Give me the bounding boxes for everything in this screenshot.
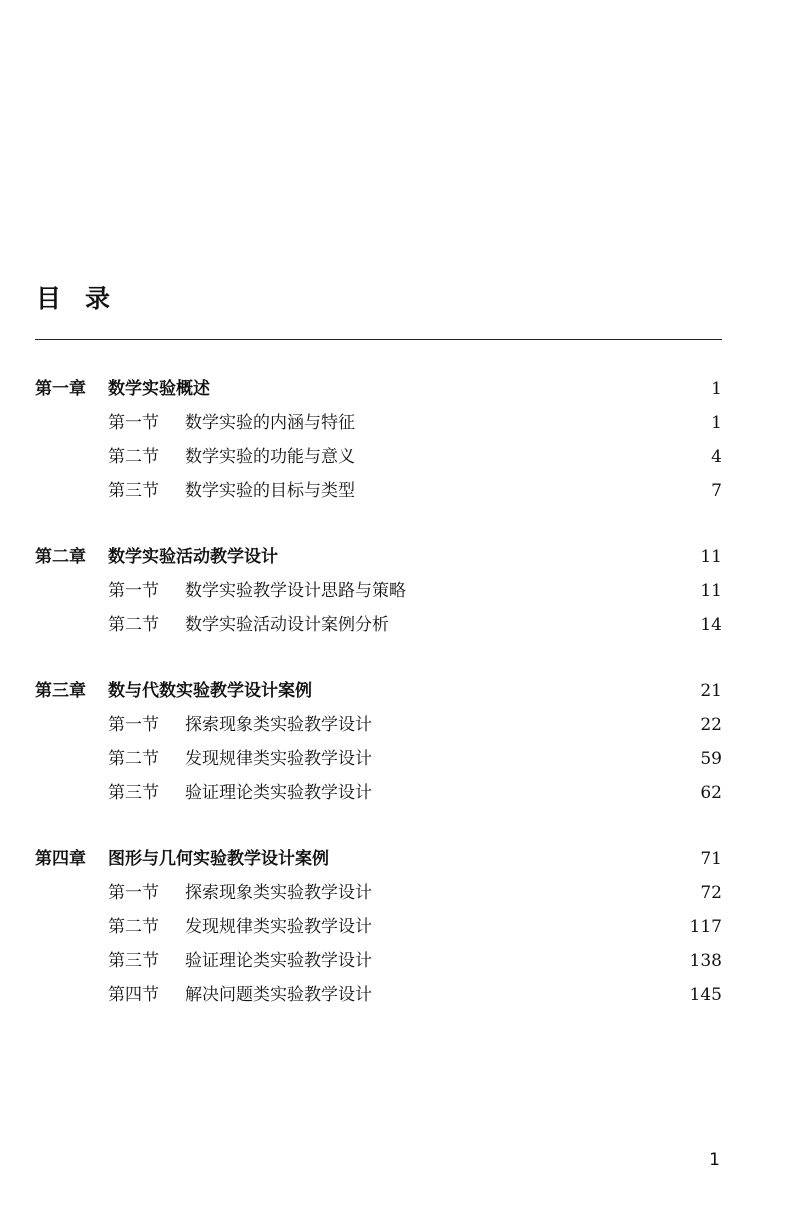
chapter-page: 1	[711, 379, 722, 399]
section-entry[interactable]	[35, 978, 722, 1012]
section-entry[interactable]	[35, 876, 722, 910]
table-of-contents	[35, 372, 722, 1044]
section-entry[interactable]	[35, 608, 722, 642]
section-title: 数学实验的内涵与特征	[185, 413, 355, 433]
chapter-number: 第四章	[35, 849, 86, 869]
section-number: 第二节	[108, 917, 159, 937]
section-entry[interactable]	[35, 742, 722, 776]
chapter-entry[interactable]	[35, 372, 722, 406]
section-page: 117	[689, 917, 722, 937]
section-page: 7	[711, 481, 722, 501]
section-page: 22	[700, 715, 722, 735]
section-page: 138	[689, 951, 722, 971]
section-page: 59	[700, 749, 722, 769]
section-entry[interactable]	[35, 944, 722, 978]
section-title: 发现规律类实验教学设计	[185, 917, 372, 937]
section-number: 第三节	[108, 951, 159, 971]
chapter-page: 71	[700, 849, 722, 869]
section-entry[interactable]	[35, 910, 722, 944]
section-number: 第一节	[108, 883, 159, 903]
chapter-3	[35, 674, 722, 810]
section-page: 11	[700, 581, 722, 601]
chapter-title: 数与代数实验教学设计案例	[108, 681, 312, 701]
section-entry[interactable]	[35, 406, 722, 440]
section-page: 14	[700, 615, 722, 635]
section-entry[interactable]	[35, 474, 722, 508]
chapter-number: 第二章	[35, 547, 86, 567]
chapter-entry[interactable]	[35, 842, 722, 876]
section-number: 第四节	[108, 985, 159, 1005]
page-number: 1	[709, 1150, 720, 1170]
heading-divider	[35, 339, 722, 340]
section-title: 验证理论类实验教学设计	[185, 783, 372, 803]
section-title: 解决问题类实验教学设计	[185, 985, 372, 1005]
section-entry[interactable]	[35, 776, 722, 810]
chapter-title: 数学实验活动教学设计	[108, 547, 278, 567]
chapter-entry[interactable]	[35, 540, 722, 574]
section-title: 数学实验的功能与意义	[185, 447, 355, 467]
section-page: 62	[700, 783, 722, 803]
section-entry[interactable]	[35, 440, 722, 474]
section-entry[interactable]	[35, 708, 722, 742]
section-page: 72	[700, 883, 722, 903]
section-title: 数学实验的目标与类型	[185, 481, 355, 501]
chapter-page: 11	[700, 547, 722, 567]
chapter-title: 数学实验概述	[108, 379, 210, 399]
chapter-4	[35, 842, 722, 1012]
chapter-title: 图形与几何实验教学设计案例	[108, 849, 329, 869]
chapter-number: 第一章	[35, 379, 86, 399]
chapter-1	[35, 372, 722, 508]
section-number: 第二节	[108, 749, 159, 769]
section-title: 验证理论类实验教学设计	[185, 951, 372, 971]
section-page: 1	[711, 413, 722, 433]
section-title: 数学实验活动设计案例分析	[185, 615, 389, 635]
section-number: 第一节	[108, 715, 159, 735]
section-title: 探索现象类实验教学设计	[185, 883, 372, 903]
section-entry[interactable]	[35, 574, 722, 608]
section-number: 第三节	[108, 783, 159, 803]
section-number: 第三节	[108, 481, 159, 501]
section-number: 第一节	[108, 581, 159, 601]
section-title: 探索现象类实验教学设计	[185, 715, 372, 735]
chapter-2	[35, 540, 722, 642]
section-number: 第二节	[108, 447, 159, 467]
section-title: 数学实验教学设计思路与策略	[185, 581, 406, 601]
chapter-page: 21	[700, 681, 722, 701]
section-page: 4	[711, 447, 722, 467]
section-number: 第一节	[108, 413, 159, 433]
section-title: 发现规律类实验教学设计	[185, 749, 372, 769]
section-number: 第二节	[108, 615, 159, 635]
chapter-entry[interactable]	[35, 674, 722, 708]
chapter-number: 第三章	[35, 681, 86, 701]
section-page: 145	[689, 985, 722, 1005]
toc-heading: 目录	[36, 284, 135, 313]
